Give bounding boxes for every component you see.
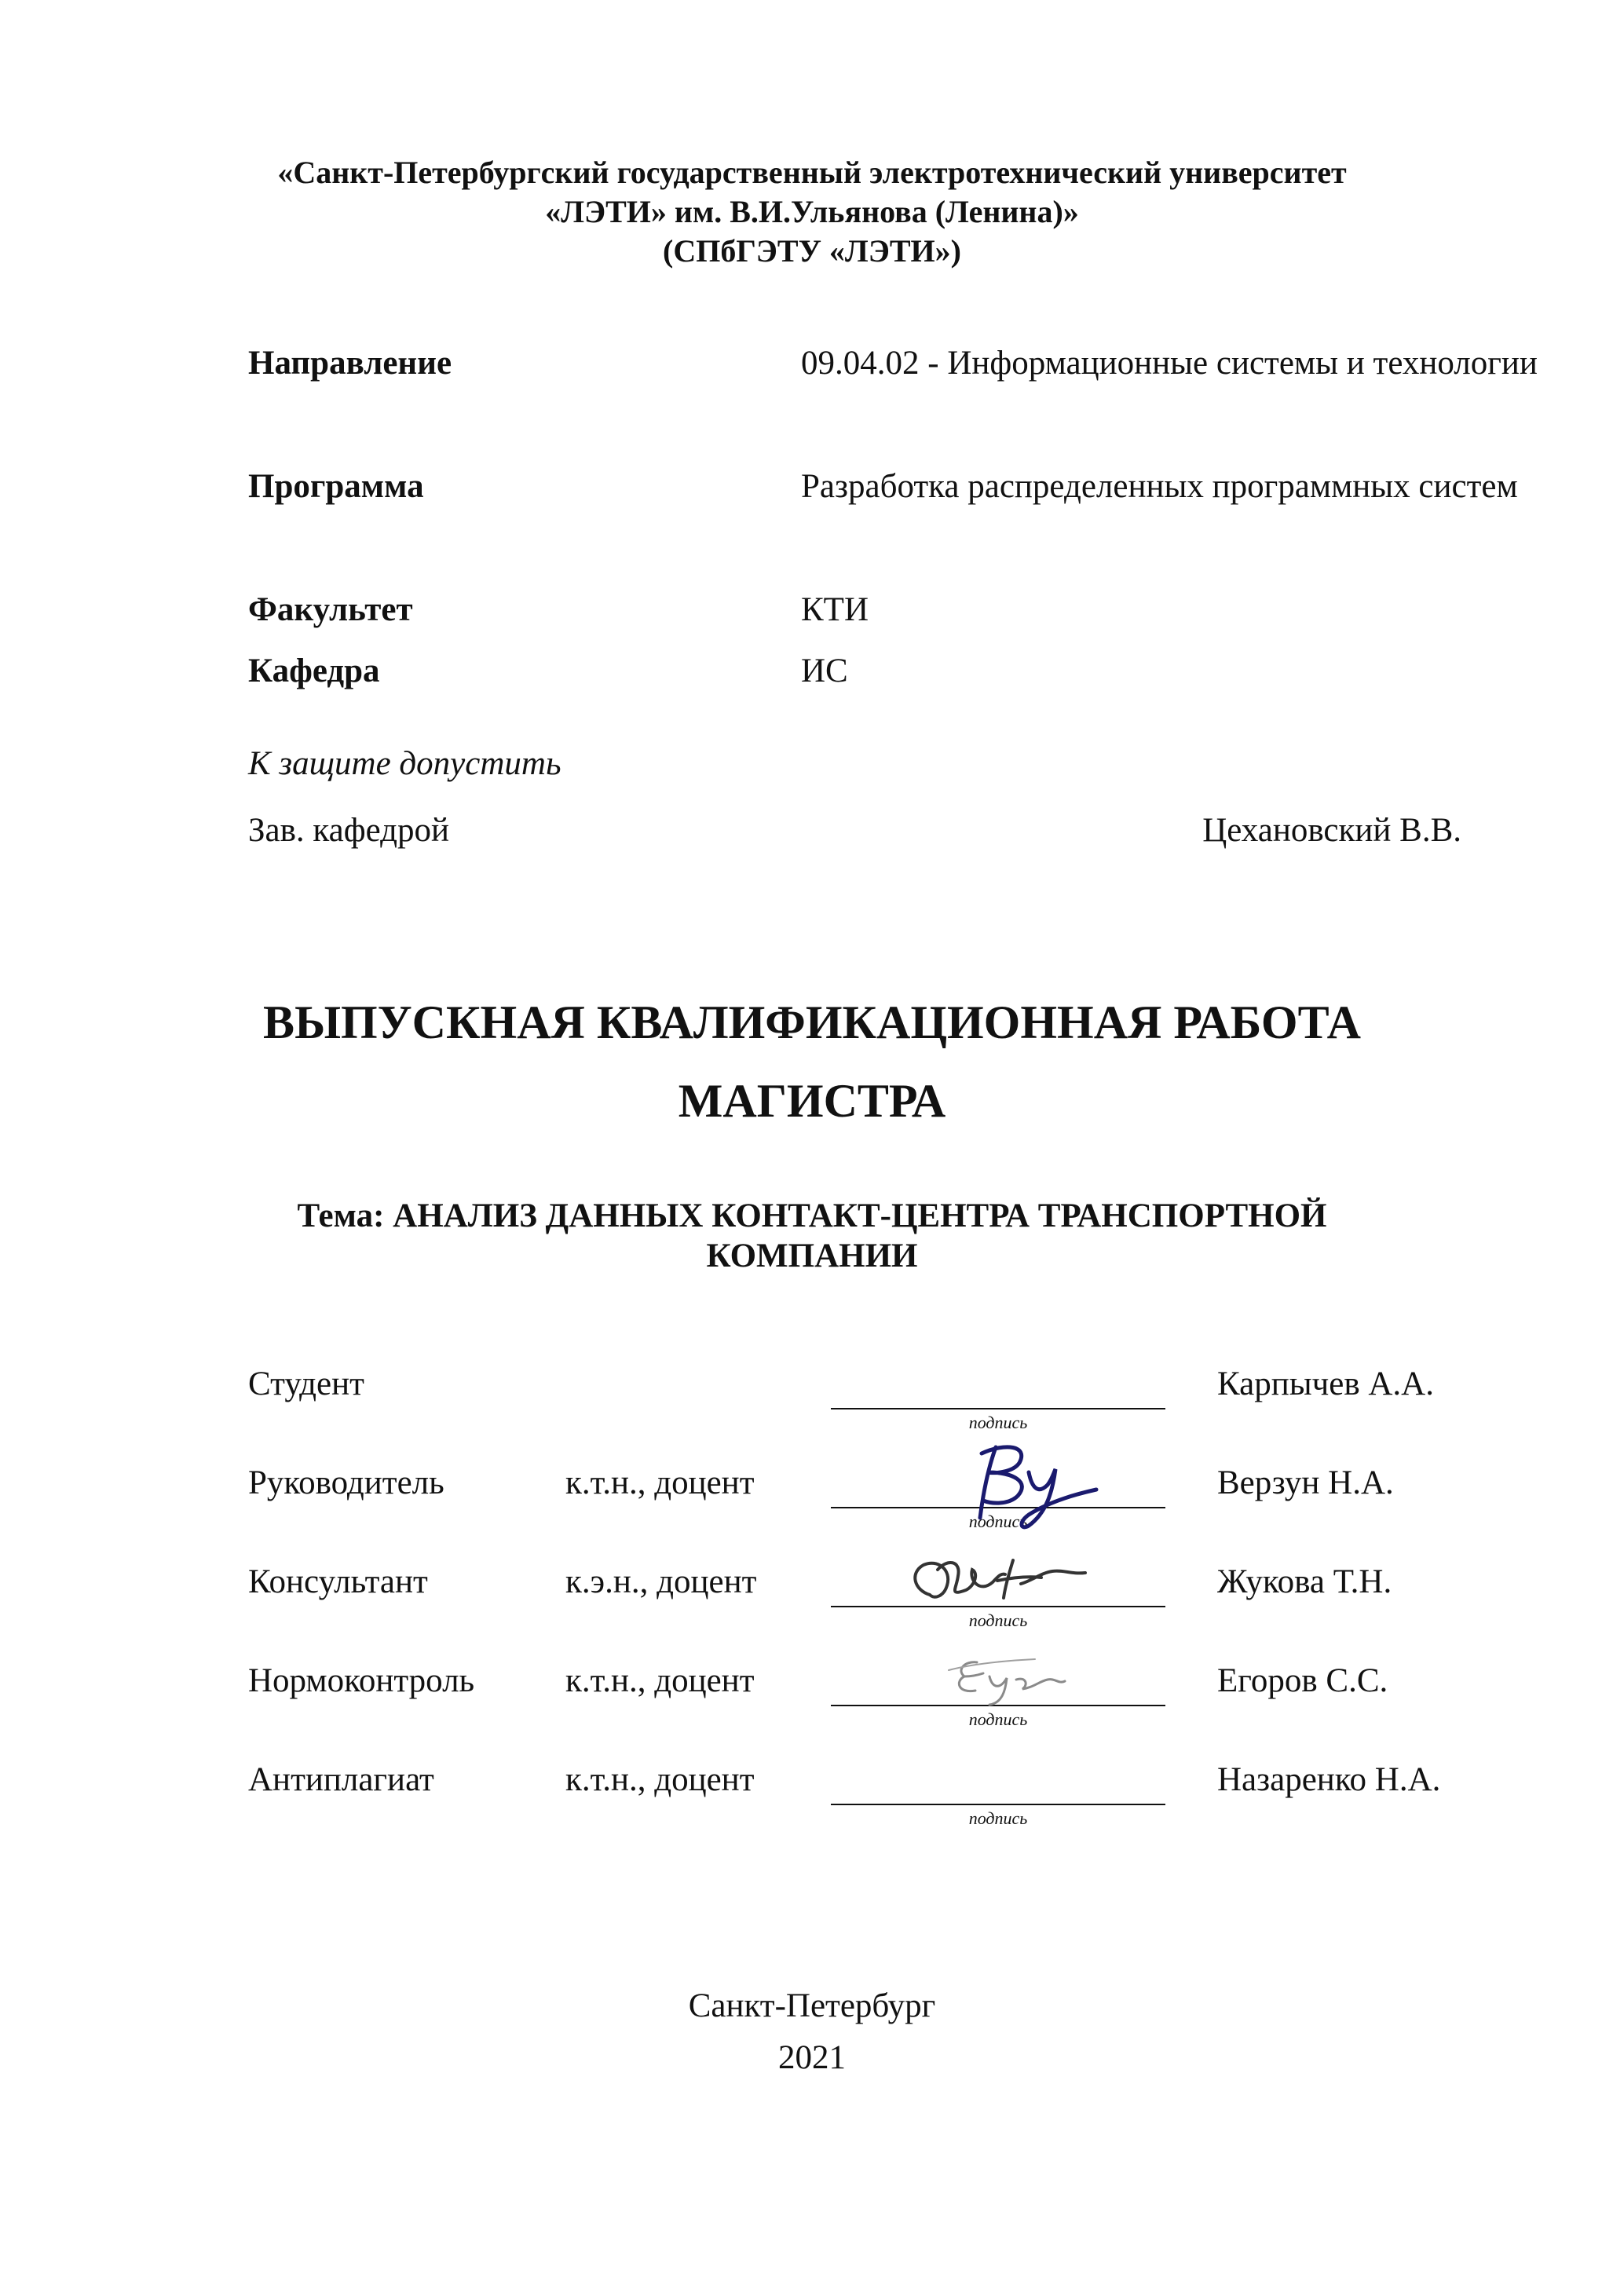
signatory-name: Жукова Т.Н. [1217,1563,1392,1600]
handwritten-signature [903,1549,1099,1617]
signature-role: Консультант [248,1563,428,1600]
department-head-label: Зав. кафедрой [248,812,450,849]
university-header [0,153,1624,271]
signature-line [831,1408,1165,1409]
university-name-line2: «ЛЭТИ» им. В.И.Ульянова (Ленина)» [545,194,1079,229]
signature-caption: подпись [968,1808,1028,1828]
handwritten-signature [941,1653,1074,1708]
signature-line [831,1804,1165,1805]
signature-caption: подпись [968,1610,1028,1630]
document-title-line1: ВЫПУСКНАЯ КВАЛИФИКАЦИОННАЯ РАБОТА [263,996,1361,1048]
admission-note: К защите допустить [248,745,561,782]
thesis-theme-line2: КОМПАНИИ [706,1238,918,1274]
info-label: Направление [248,345,452,382]
info-value: ИС [801,653,848,689]
department-head-name: Цехановский В.В. [1202,812,1461,849]
signature-role: Руководитель [248,1464,444,1501]
year: 2021 [778,2039,846,2076]
signature-caption: подпись [968,1413,1028,1432]
footer [0,1980,1624,2084]
info-value: КТИ [801,591,869,628]
signatory-name: Егоров С.С. [1217,1662,1388,1699]
document-title-line2: МАГИСТРА [678,1075,946,1127]
info-row-department [248,640,1561,703]
signature-row-norm-control [0,1658,1624,1728]
signature-row-antiplagiarism [0,1757,1624,1827]
signature-position: к.т.н., доцент [565,1761,755,1798]
university-abbreviation: (СПбГЭТУ «ЛЭТИ») [663,233,961,269]
signature-row-consultant [0,1559,1624,1629]
document-title [0,983,1624,1140]
signature-role: Нормоконтроль [248,1662,475,1699]
signature-position: к.т.н., доцент [565,1662,755,1699]
city: Санкт-Петербург [688,1987,936,2024]
signature-row-supervisor [0,1460,1624,1530]
signature-position: к.т.н., доцент [565,1464,755,1501]
info-value: 09.04.02 - Информационные системы и технологии [801,345,1538,382]
info-value: Разработка распределенных программных систем [801,468,1518,505]
thesis-theme [0,1196,1624,1276]
signature-role: Антиплагиат [248,1761,434,1798]
handwritten-signature [950,1438,1107,1540]
info-row-faculty [248,579,1561,642]
university-name-line1: «Санкт-Петербургский государственный электротехнический университет [277,155,1347,190]
signature-position: к.э.н., доцент [565,1563,757,1600]
info-label: Кафедра [248,653,380,689]
info-label: Факультет [248,591,413,628]
signature-row-student [0,1361,1624,1431]
info-label: Программа [248,468,424,505]
signatory-name: Верзун Н.А. [1217,1464,1394,1501]
thesis-theme-line1: Тема: АНАЛИЗ ДАННЫХ КОНТАКТ-ЦЕНТРА ТРАНСПОРТНОЙ [297,1197,1327,1234]
signature-role: Студент [248,1366,364,1402]
signature-caption: подпись [968,1512,1028,1531]
signatory-name: Карпычев А.А. [1217,1366,1434,1402]
info-row-program [248,455,1561,518]
signatory-name: Назаренко Н.А. [1217,1761,1441,1798]
signature-caption: подпись [968,1709,1028,1729]
info-row-direction [248,332,1561,395]
